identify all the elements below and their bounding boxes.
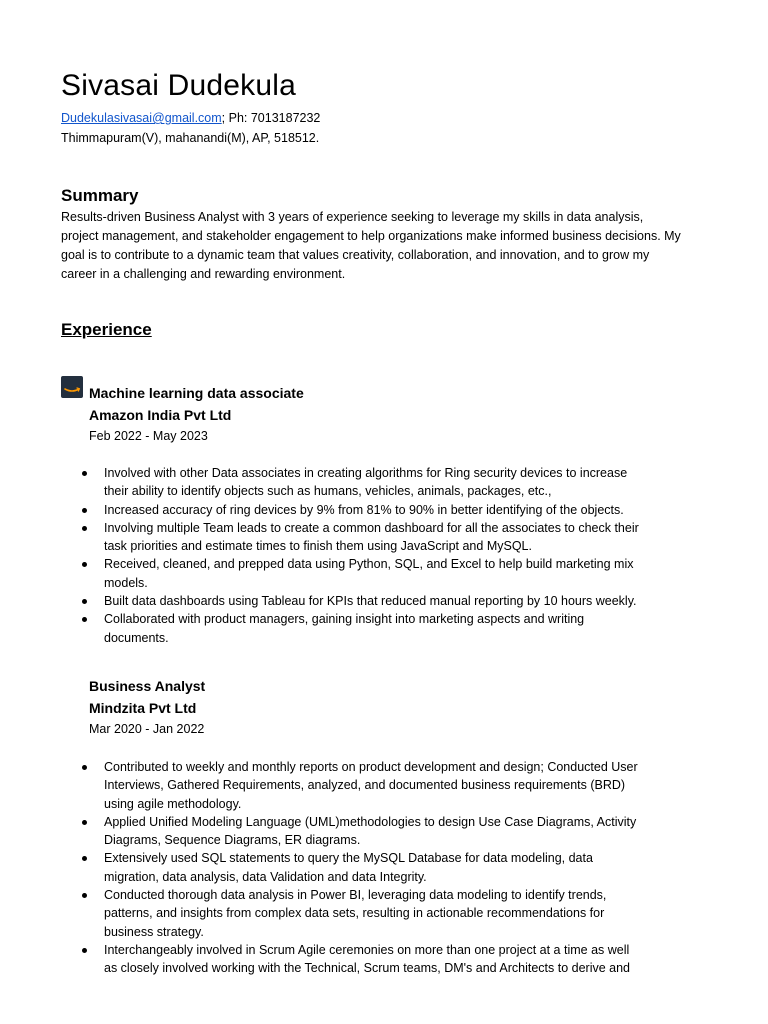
job-company: Mindzita Pvt Ltd <box>89 700 197 716</box>
list-item: Collaborated with product managers, gaining insight into marketing aspects and writing documents. <box>0 610 664 647</box>
phone-text: ; Ph: 7013187232 <box>221 111 321 125</box>
bullet-icon <box>82 893 87 898</box>
list-item: Interchangeably involved in Scrum Agile ceremonies on more than one project at a time as well as closely involved working with the Technical, Scrum teams, DM's and Architects to derive and <box>0 941 664 978</box>
bullet-icon <box>82 599 87 604</box>
job-entry <box>89 675 205 739</box>
contact-block <box>61 108 320 148</box>
summary-heading: Summary <box>61 186 139 205</box>
job-role: Machine learning data associate <box>89 385 304 401</box>
list-item: Applied Unified Modeling Language (UML)methodologies to design Use Case Diagrams, Activity Diagrams, Sequence Diagrams, ER diagrams. <box>0 813 664 850</box>
list-item: Conducted thorough data analysis in Power BI, leveraging data modeling to identify trends, patterns, and insights from complex data sets, resulting in actionable recommendations for business strategy. <box>0 886 664 941</box>
amazon-logo-icon <box>61 376 83 398</box>
experience-heading: Experience <box>61 320 152 339</box>
summary-line: project management, and stakeholder engagement to help organizations make informed business decisions. My <box>61 229 681 243</box>
job-dates: Mar 2020 - Jan 2022 <box>89 722 205 736</box>
list-item: Received, cleaned, and prepped data using Python, SQL, and Excel to help build marketing mix models. <box>0 555 664 592</box>
list-item: Increased accuracy of ring devices by 9% from 81% to 90% in better identifying of the objects. <box>0 501 664 519</box>
bullet-icon <box>82 562 87 567</box>
bullet-icon <box>82 820 87 825</box>
job-bullet-list <box>0 758 664 978</box>
contact-line <box>61 108 320 128</box>
address-text: Thimmapuram(V), mahanandi(M), AP, 518512. <box>61 131 320 145</box>
job-dates: Feb 2022 - May 2023 <box>89 429 208 443</box>
list-item: Involving multiple Team leads to create a common dashboard for all the associates to check their task priorities and estimate times to finish them using JavaScript and MySQL. <box>0 519 664 556</box>
bullet-icon <box>82 948 87 953</box>
bullet-icon <box>82 856 87 861</box>
summary-line: Results-driven Business Analyst with 3 years of experience seeking to leverage my skills in data analysis, <box>61 210 644 224</box>
bullet-icon <box>82 508 87 513</box>
summary-line: goal is to contribute to a dynamic team that values creativity, collaboration, and innovation, and to grow my <box>61 248 650 262</box>
bullet-icon <box>82 765 87 770</box>
job-role: Business Analyst <box>89 678 206 694</box>
bullet-icon <box>82 471 87 476</box>
summary-paragraph <box>61 208 701 284</box>
list-item: Contributed to weekly and monthly reports on product development and design; Conducted User Interviews, Gathered Requirements, analyzed, and documented business requirements (BRD) using agile methodology. <box>0 758 664 813</box>
job-company: Amazon India Pvt Ltd <box>89 407 232 423</box>
job-entry <box>89 382 304 446</box>
job-bullet-list <box>0 464 664 647</box>
candidate-name: Sivasai Dudekula <box>61 69 296 102</box>
bullet-icon <box>82 617 87 622</box>
bullet-icon <box>82 526 87 531</box>
summary-line: career in a challenging and rewarding environment. <box>61 267 346 281</box>
list-item: Built data dashboards using Tableau for KPIs that reduced manual reporting by 10 hours weekly. <box>0 592 664 610</box>
list-item: Involved with other Data associates in creating algorithms for Ring security devices to increase their ability to identify objects such as humans, vehicles, animals, packages, etc., <box>0 464 664 501</box>
email-link[interactable]: Dudekulasivasai@gmail.com <box>61 111 222 125</box>
list-item: Extensively used SQL statements to query the MySQL Database for data modeling, data migration, data analysis, data Validation and data Integrity. <box>0 849 664 886</box>
